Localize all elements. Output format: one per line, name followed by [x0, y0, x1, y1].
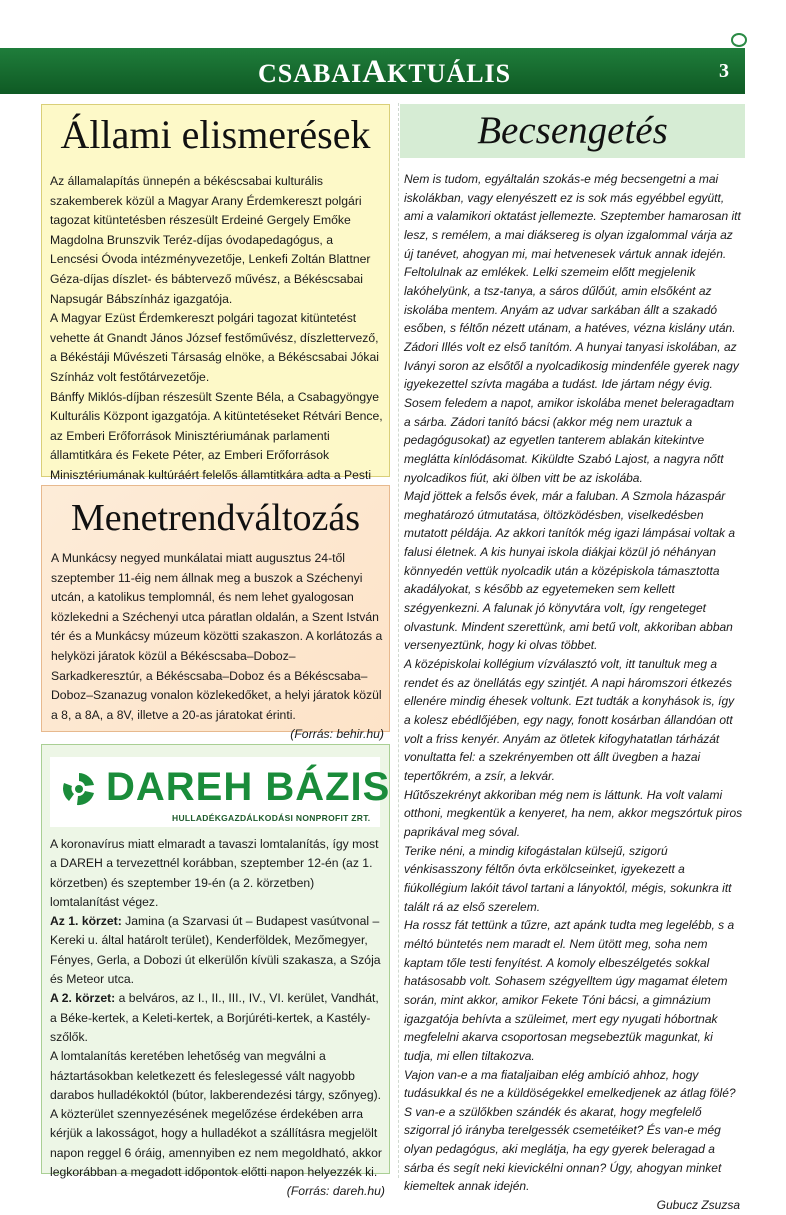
article-title: Állami elismerések [60, 112, 371, 157]
publication-title: CSABAIAKTUÁLIS [258, 54, 512, 90]
paragraph: Vajon van-e a ma fiataljaiban elég ambíció ahhoz, hogy tudásukkal és ne a küldöségekkel emelkedjenek az átlag fölé? S van-e a szülőkben szándék és akarat, hogy megfelelő szigorral jó irányba terelgessék csemetéiket? És van-e még olyan pedagógus, aki meglátja, ha egy gyerek beleragad a sárba és segít neki kievickélni onnan? Úgy, ahogyan minket kiemeltek annak idején. [404, 1067, 736, 1194]
article-title-band [400, 104, 745, 158]
paragraph: A Magyar Ezüst Érdemkereszt polgári tagozat kitüntetést vehette át Gnandt János József festőművész, díszlettervező, a Békéstáji Művészeti Társaság elnöke, a Békéscsabai Jókai Színház volt festőtárvezetője. [50, 311, 380, 384]
paragraph: A Munkácsy negyed munkálatai miatt augusztus 24-től szeptember 11-éig nem állnak meg a buszok a Széchenyi utcán, a katolikus templomnál, és nem lehet gyalogosan közlekedni a Széchenyi utca páratlan oldalán, a Szent István tér és a Munkácsy múzeum közötti szakaszon. A korlátozás a helyközi járatok közül a Békéscsaba–Doboz–Sarkadkeresztúr, a Békéscsaba–Doboz és a Békéscsaba–Doboz–Szanazug vonalon közlekedőket, a helyi járatok közül a 8, a 8A, a 8V, illetve a 20-as járatokat érinti. [51, 551, 383, 722]
paragraph: A 2. körzet: a belváros, az I., II., III., IV., VI. kerület, Vandhát, a Béke-kertek, a Keleti-kertek, a Borjúréti-kertek, a Kastély-szőlők. [50, 991, 379, 1044]
article-title: Menetrendváltozás [70, 497, 361, 539]
paragraph: Majd jöttek a felsős évek, már a faluban. A Szmola házaspár meghatározó útmutatása, öltözködésben, viselkedésben mutatott példája. Az akkori tanítók még igazi lámpásai voltak a falusi életnek. A kis hunyai iskola diákjai közül jó néhányan könnyedén vettük nyolcadik után a középiskola támasztotta akadályokat, s később az egyetemeken sem kellett szégyenkezni. A falunak jó könyvtára volt, így rengeteget olvastunk. Mindent szerettünk, ami betű volt, akkoriban abban versenyeztünk, hogy ki olvas többet. [404, 489, 736, 653]
logo-subtitle: HULLADÉKGAZDÁLKODÁSI NONPROFIT ZRT. [172, 813, 371, 823]
paragraph: Bánffy Miklós-díjban részesült Szente Béla, a Csabagyöngye Kulturális Központ igazgatója. A kitüntetéseket Rétvári Bence, az Emberi Erőforrások Minisztériumának parlamenti államtitkára és Fekete Péter, az Emberi Erőforrások Minisztériumának kultúráért felelős államtitkára adta a Pesti [50, 389, 383, 482]
paragraph: A közterület szennyezésének megelőzése érdekében arra kérjük a lakosságot, hogy a hulladékot a szállításra megjelölt napon reggel 6 óráig, amennyiben ez nem megoldható, akkor legkorábban a megadott időpontok előtti napon helyezzék ki. [50, 1107, 382, 1180]
article-allami-elismeresek [41, 104, 390, 482]
paragraph: A középiskolai kollégium vízválasztó volt, itt tanultuk meg a rendet és az önellátás egy szintjét. A napi háromszori étkezés ellenére mindig éhesek voltunk. Ezt tudták a konyhások is, így a kolesz ebédlőjében, egy nagy, fonott kosárban állandóan ott volt a friss kenyér. Anyám az ötletek kifogyhatatlan tárházát vonultatta fel: a szekrényemben ott állt üvegben a hazai tepertőkrém, a zsír, a lekvár. [404, 657, 735, 783]
dareh-logo [50, 757, 391, 827]
source-note: (Forrás: behir.hu) [290, 727, 384, 742]
article-title: Becsengetés [477, 109, 668, 152]
article-body [50, 172, 383, 505]
article-body [50, 835, 385, 1202]
article-dareh-lomtalanitas [41, 744, 391, 1199]
article-body [51, 549, 384, 745]
paragraph: Feltolulnak az emlékek. Lelki szemeim előtt megjelenik lakóhelyünk, a tsz-tanya, a sáros dűlőút, amin elsőként az iskolába mentem. Anyám az udvar sarkában állt a szakadó esőben, s féltőn nézett utánam, a hatéves, vézna kislány után. Zádori Illés volt ez első tanítóm. A hunyai tanyasi iskolában, az Iványi soron az elsőtől a nyolcadikosig mindenféle gyerek nagy igyekezettel szívta magába a tudást. Ide jártam négy évig. Sosem feledem a napot, amikor iskolába menet beleragadtam a sárba. Zádori tanító bácsi (akkor még nem uraztuk a pedagógusokat) az egyetlen tanterem ablakán kitekintve meglátta kínlódásomat. Kiküldte Szabó Lajost, a nagyra nőtt nyolcadikos fiút, aki ölben vitt be az iskolába. [404, 265, 739, 485]
paragraph: Az államalapítás ünnepén a békéscsabai kulturális szakemberek közül a Magyar Arany Érdemkereszt polgári tagozat kitüntetésben részesült Erdeiné Gergely Emőke Magdolna Brunszvik Teréz-díjas óvodapedagógus, a Lencsési Óvoda intézményvezetője, Lenkefi Zoltán Blattner Géza-díjas díszlet- és bábtervező művész, a Békéscsabai Napsugár Bábszínház igazgatója. [50, 174, 371, 306]
paragraph: A lomtalanítás keretében lehetőség van megválni a háztartásokban keletkezett és feleslegessé vált nagyobb darabos hulladékoktól (bútor, lakberendezési tárgy, szőnyeg). [50, 1049, 382, 1102]
paragraph: Terike néni, a mindig kifogástalan külsejű, szigorú vénkisasszony féltőn óvta erkölcseinket, igyekezett a fiúkollégium lakóit távol tartani a lányoktól, mégis, sokunkra itt talált rá az első szerelem. [404, 843, 732, 914]
paragraph: Ha rossz fát tettünk a tűzre, azt apánk tudta meg legelébb, s a méltó büntetés nem maradt el. Nem ütött meg, soha nem kaptam tőle testi fenyítést. A komoly elbeszélgetés sokkal hatásosabb volt. Sohasem szégyelltem úgy magamat életem során, mint akkor, amikor Fekete Tóni bácsi, a gimnázium igazgatója behívta a szüleimet, mert egy nyugati hóbortnak megfelelni akarva csoportosan megsebeztük magunkat, ki tudja, mi ellen tiltakozva. [404, 918, 735, 1063]
paragraph: Nem is tudom, egyáltalán szokás-e még becsengetni a mai iskolákban, vagy elenyészett ez is sok más egyébbel együtt, ami a valamikori oktatást jellemezte. Szeptember hamarosan itt lesz, s remélem, a mai diáksereg is olyan izgalommal várja az új tanévet, ahogyan mi, mai hetvenesek vártuk annak idején. [404, 172, 741, 261]
paragraph: A koronavírus miatt elmaradt a tavaszi lomtalanítás, így most a DAREH a tervezettnél korábban, szeptember 12-én (az 1. körzetben) és szeptember 19-én (a 2. körzetben) lomtalanítást végez. [50, 837, 379, 909]
page-number: 3 [719, 60, 729, 82]
paragraph: Az 1. körzet: Jamina (a Szarvasi út – Budapest vasútvonal – Kereki u. által határolt terület), Kenderföldek, Mezőmegyer, Fényes, Gerla, a Dobozi út elkerülőn kívüli szakasza, a Szója és Meteor utca. [50, 914, 381, 987]
recycle-swirl-icon [61, 771, 97, 807]
column-divider [398, 103, 400, 1178]
article-menetrendvaltozas [41, 485, 390, 742]
swirl-icon [731, 33, 747, 47]
article-becsengetes-body [404, 170, 744, 1215]
author: Gubucz Zsuzsa [656, 1198, 740, 1213]
logo-text: DAREH BÁZIS [106, 765, 391, 809]
source-note: (Forrás: dareh.hu) [286, 1184, 385, 1199]
paragraph: Hűtőszekrényt akkoriban még nem is láttunk. Ha volt valami otthoni, megkentük a kenyeret, ha nem, akkor megszórtuk piros paprikával meg sóval. [404, 787, 743, 839]
page-header [0, 48, 745, 94]
